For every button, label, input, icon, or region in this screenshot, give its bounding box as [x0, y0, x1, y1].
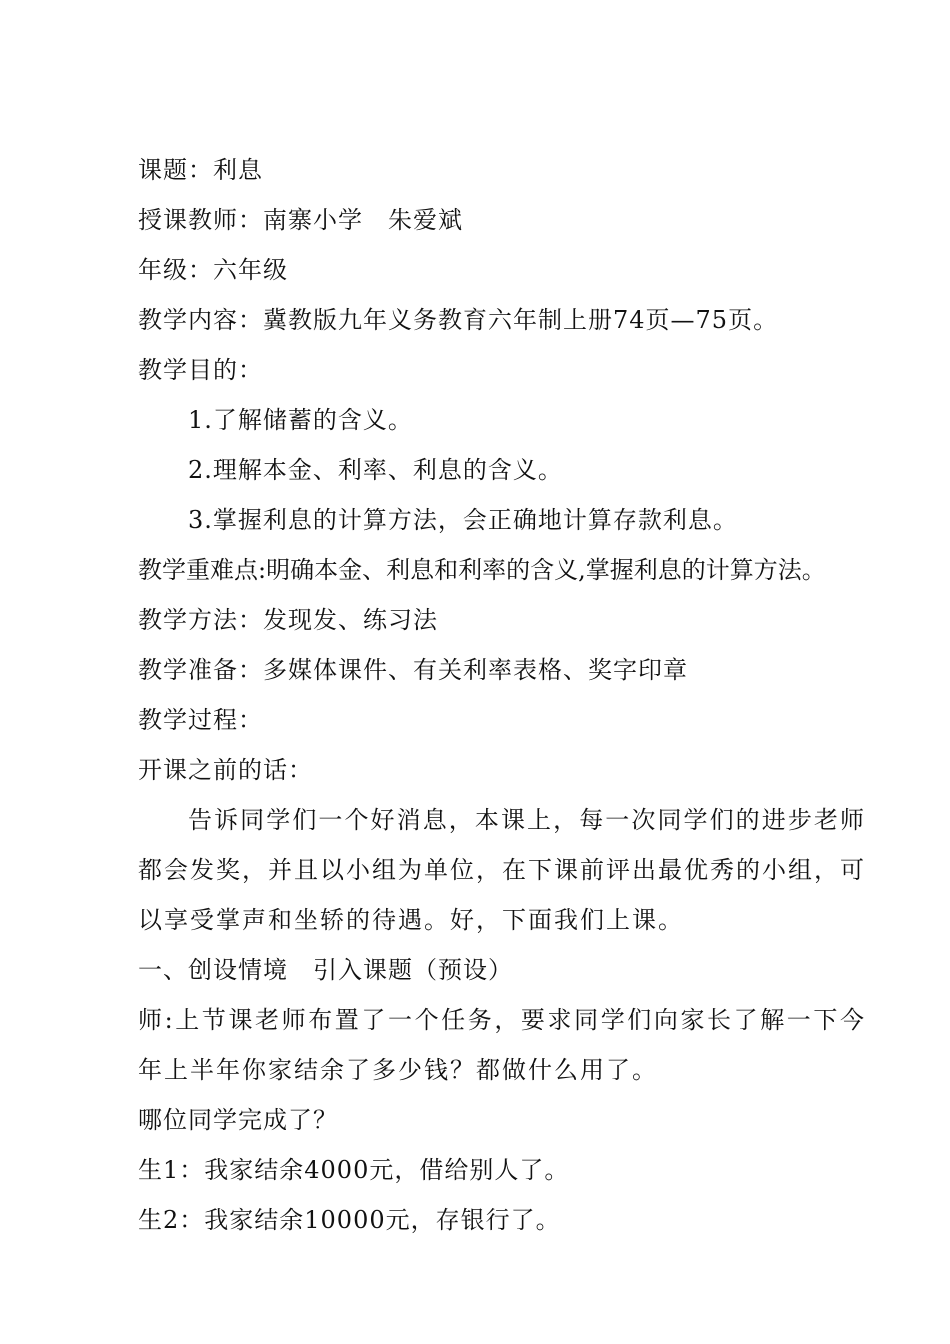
teacher-dialogue: 师:上节课老师布置了一个任务，要求同学们向家长了解一下今年上半年你家结余了多少钱？都做什么用了。 [138, 1006, 866, 1084]
intro-heading: 开课之前的话： [138, 756, 313, 784]
document-page [138, 145, 866, 1245]
objective-item: 3.掌握利息的计算方法，会正确地计算存款利息。 [188, 506, 738, 534]
teaching-methods: 教学方法：发现发、练习法 [138, 606, 438, 634]
lesson-content: 教学内容：冀教版九年义务教育六年制上册74页—75页。 [138, 306, 779, 334]
student-answer-2: 生2：我家结余10000元，存银行了。 [138, 1206, 561, 1234]
intro-paragraph: 告诉同学们一个好消息，本课上，每一次同学们的进步老师都会发奖，并且以小组为单位，在下课前评出最优秀的小组，可以享受掌声和坐轿的待遇。好，下面我们上课。 [138, 806, 866, 934]
teacher-question: 哪位同学完成了？ [138, 1106, 338, 1134]
objective-item: 1.了解储蓄的含义。 [188, 406, 413, 434]
lesson-topic: 课题：利息 [138, 156, 263, 184]
objectives-heading: 教学目的： [138, 356, 263, 384]
key-points: 教学重难点:明确本金、利息和利率的含义,掌握利息的计算方法。 [138, 556, 826, 584]
process-heading: 教学过程： [138, 706, 263, 734]
objective-item: 2.理解本金、利率、利息的含义。 [188, 456, 563, 484]
lesson-grade: 年级：六年级 [138, 256, 288, 284]
teaching-preparation: 教学准备：多媒体课件、有关利率表格、奖字印章 [138, 656, 688, 684]
section-one-heading: 一、创设情境 引入课题（预设） [138, 956, 513, 984]
student-answer-1: 生1：我家结余4000元，借给别人了。 [138, 1156, 570, 1184]
lesson-teacher: 授课教师：南寨小学 朱爱斌 [138, 206, 463, 234]
